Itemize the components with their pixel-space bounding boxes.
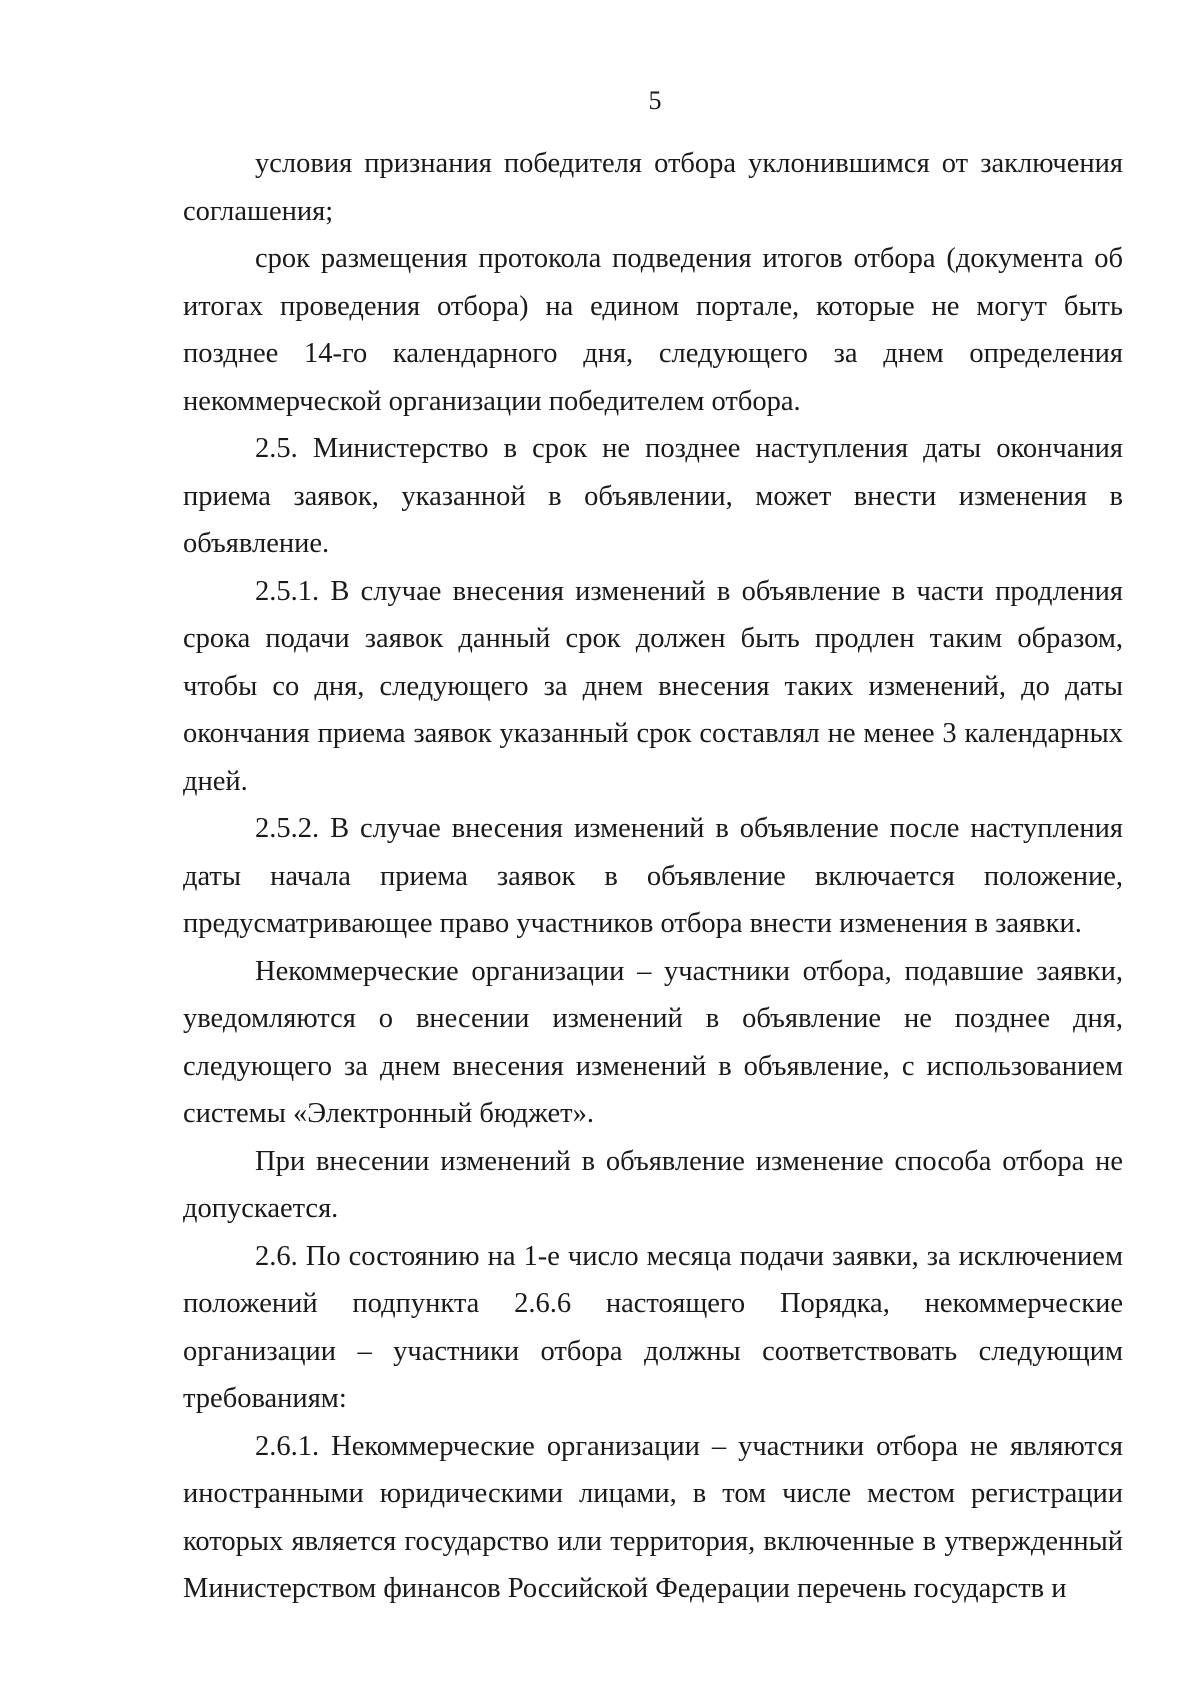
page-number: 5 xyxy=(648,86,662,115)
paragraph-4: 2.5.1. В случае внесения изменений в объявление в части продления срока подачи заявок данный срок должен быть продлен таким образом, чтобы со дня, следующего за днем внесения таких изменений, до даты окончания приема заявок указанный срок составлял не менее 3 календарных дней. xyxy=(183,575,1123,797)
paragraph-6: Некоммерческие организации – участники отбора, подавшие заявки, уведомляются о внесении изменений в объявление не позднее дня, следующего за днем внесения изменений в объявление, с использованием системы «Электронный бюджет». xyxy=(183,955,1123,1129)
paragraph-3: 2.5. Министерство в срок не позднее наступления даты окончания приема заявок, указанной в объявлении, может внести изменения в объявление. xyxy=(183,433,1123,559)
paragraph-9: 2.6.1. Некоммерческие организации – участники отбора не являются иностранными юридическими лицами, в том числе местом регистрации которых является государство или территория, включенные в утвержденный Министерством финансов Российской Федерации перечень государств и xyxy=(183,1430,1123,1604)
paragraph-5: 2.5.2. В случае внесения изменений в объявление после наступления даты начала приема заявок в объявление включается положение, предусматривающее право участников отбора внести изменения в заявки. xyxy=(183,813,1123,939)
document-body xyxy=(183,140,1123,1613)
paragraph-7: При внесении изменений в объявление изменение способа отбора не допускается. xyxy=(183,1145,1123,1224)
paragraph-1: условия признания победителя отбора уклонившимся от заключения соглашения; xyxy=(183,148,1123,227)
paragraph-8: 2.6. По состоянию на 1-е число месяца подачи заявки, за исключением положений подпункта 2.6.6 настоящего Порядка, некоммерческие организации – участники отбора должны соответствовать следующим требованиям: xyxy=(183,1240,1123,1414)
paragraph-2: срок размещения протокола подведения итогов отбора (документа об итогах проведения отбора) на едином портале, которые не могут быть позднее 14-го календарного дня, следующего за днем определения некоммерческой организации победителем отбора. xyxy=(183,243,1123,417)
